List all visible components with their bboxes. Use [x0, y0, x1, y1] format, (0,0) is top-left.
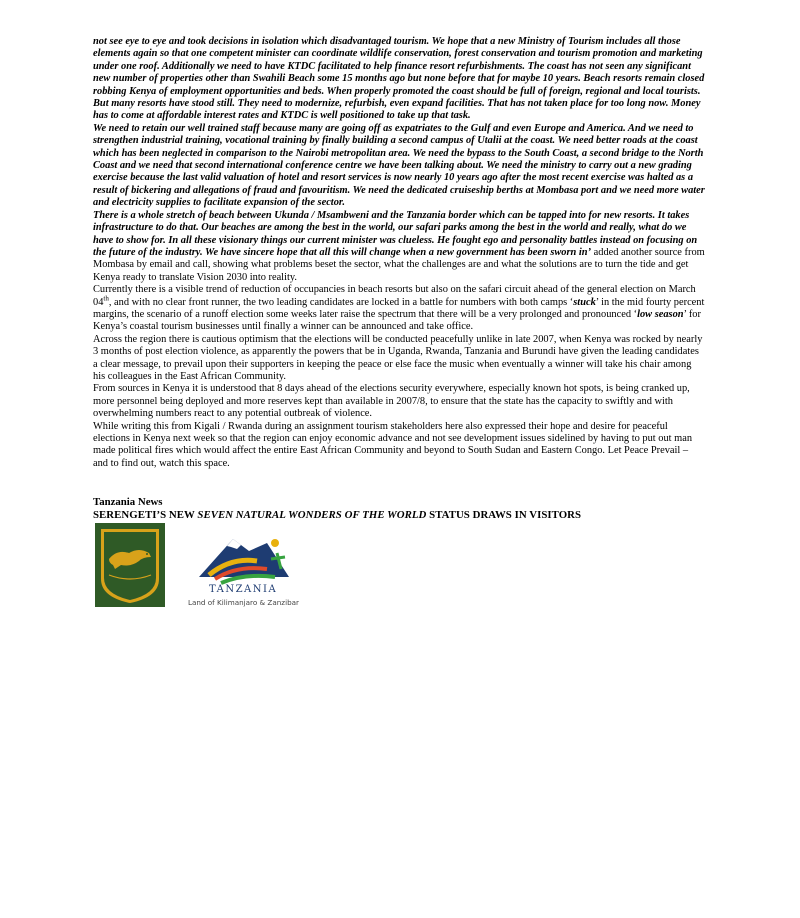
occupancy-text-a: Currently there is a visible trend of reduction of occupancies in beach resorts but also on the safari circuit ahead of the general election on March 04 [93, 284, 696, 308]
headline-part-b: STATUS DRAWS IN VISITORS [426, 508, 582, 521]
paragraph-ministry: not see eye to eye and took decisions in isolation which disadvantaged tourism. We hope that a new Ministry of Tourism includes all those elements again so that one competent minister can coordinate wildlife conservation, forest conservation and tourism promotion and marketing under one roof. Additionally we need to have KTDC facilitated to help finance resort refurbishments. The coast has not seen any significant new number of properties other than Swahili Beach some 15 months ago but none before that for maybe 10 years. Beach resorts remain closed robbing Kenya of employment opportunities and beds. When properly promoted the coast should be full of foreign, regional and local tourists. But many resorts have stood still. They need to modernize, refurbish, even expand facilities. That has not taken place for too long now. Money has to come at affordable interest rates and KTDC is well positioned to take up that task. [93, 36, 705, 122]
occupancy-text-d: ’ for Kenya’s coastal tourism businesses until finally a winner can be announced and take office. [93, 308, 701, 333]
occupancy-text-c: ’ in the mid fourty percent margins, the scenario of a runoff election some weeks later raise the spectrum that there will be a very prolonged and pronounced ‘ [93, 296, 705, 320]
tanzania-national-parks-logo [95, 523, 165, 607]
paragraph-staff-infrastructure: We need to retain our well trained staff because many are going off as expatriates to the Gulf and even Europe and America. And we need to strengthen industrial training, vocational training by finally building a second campus of Utalii at the coast. We need better roads at the coast which has been neglected in comparison to the Nairobi metropolitan area. We need the bypass to the South Coast, a second bridge to the North Coast and we need that second international conference centre we have been talking about. We need the ministry to carry out a new grading exercise because the last valid valuation of hotel and resort services is now nearly 10 years ago after the most recent exercise was halted as a result of bickering and allegations of fraud and favouritism. We need the dedicated cruiseship berths at Mombasa port and we need more water and electricity supplies to facilitate expansion of the sector. [93, 122, 705, 209]
paragraph-regional-optimism: Across the region there is cautious optimism that the elections will be conducted peacefully unlike in late 2007, when Kenya was rocked by nearly 3 months of post election violence, as apparently the powers that be in Uganda, Rwanda, Tanzania and Burundi have given the leading candidates a clear message, to prevail upon their supporters in keeping the peace or else face the music when eventually a winner will take his chair among his colleagues in the East African Community. [93, 333, 703, 382]
headline-part-a: SERENGETI’S NEW [93, 508, 198, 521]
paragraph-kigali: While writing this from Kigali / Rwanda during an assignment tourism stakeholders here also expressed their hope and desire for peaceful elections in Kenya next week so that the region can enjoy economic advance and not see development issues sidelined by having to put out man made political fires which would affect the entire East African Community and beyond to South Sudan and Eastern Congo. Let Peace Prevail – and to find out, watch this space. [93, 420, 693, 469]
paragraph-beach-stretch [93, 210, 705, 284]
date-suffix: th [103, 294, 109, 303]
paragraph-occupancies [93, 284, 705, 334]
low-season-emphasis: low season [637, 308, 684, 320]
tanzania-logo-name: TANZANIA [209, 584, 278, 596]
stuck-emphasis: stuck [573, 296, 596, 308]
attribution-text: added another source from Mombasa by email and call, showing what problems beset the sector, what the challenges are and what the solutions are to turn the tide and get Kenya ready to translate Vision 2030 into reality. [93, 246, 705, 283]
logo-row [93, 523, 705, 609]
occupancy-text-b: , and with no clear front runner, the two leading candidates are locked in a battle for numbers with both camps ‘ [108, 296, 574, 308]
document-page [93, 36, 705, 609]
article-headline [93, 509, 705, 521]
paragraph-security: From sources in Kenya it is understood that 8 days ahead of the elections security everywhere, especially known hot spots, is being cranked up, more personnel being deployed and more reserves kept than available in 2007/8, to ensure that the state has the capacity to swiftly and with overwhelming numbers react to any potential outbreak of violence. [93, 383, 690, 420]
section-label: Tanzania News [93, 496, 163, 509]
tanzania-logo-tagline: Land of Kilimanjaro & Zanzibar [187, 598, 300, 608]
quote-beach-stretch: There is a whole stretch of beach between Ukunda / Msambweni and the Tanzania border which can be tapped into for new resorts. It takes infrastructure to do that. Our beaches are among the best in the world, our safari parks among the best in the world and really, what do we have to show for. In all these visionary things our current minister was clueless. He fought ego and personality battles instead on focusing on the future of the industry. We have sincere hope that all this will change when a new government has been sworn in’ [93, 209, 698, 258]
headline-italic: SEVEN NATURAL WONDERS OF THE WORLD [197, 508, 427, 521]
